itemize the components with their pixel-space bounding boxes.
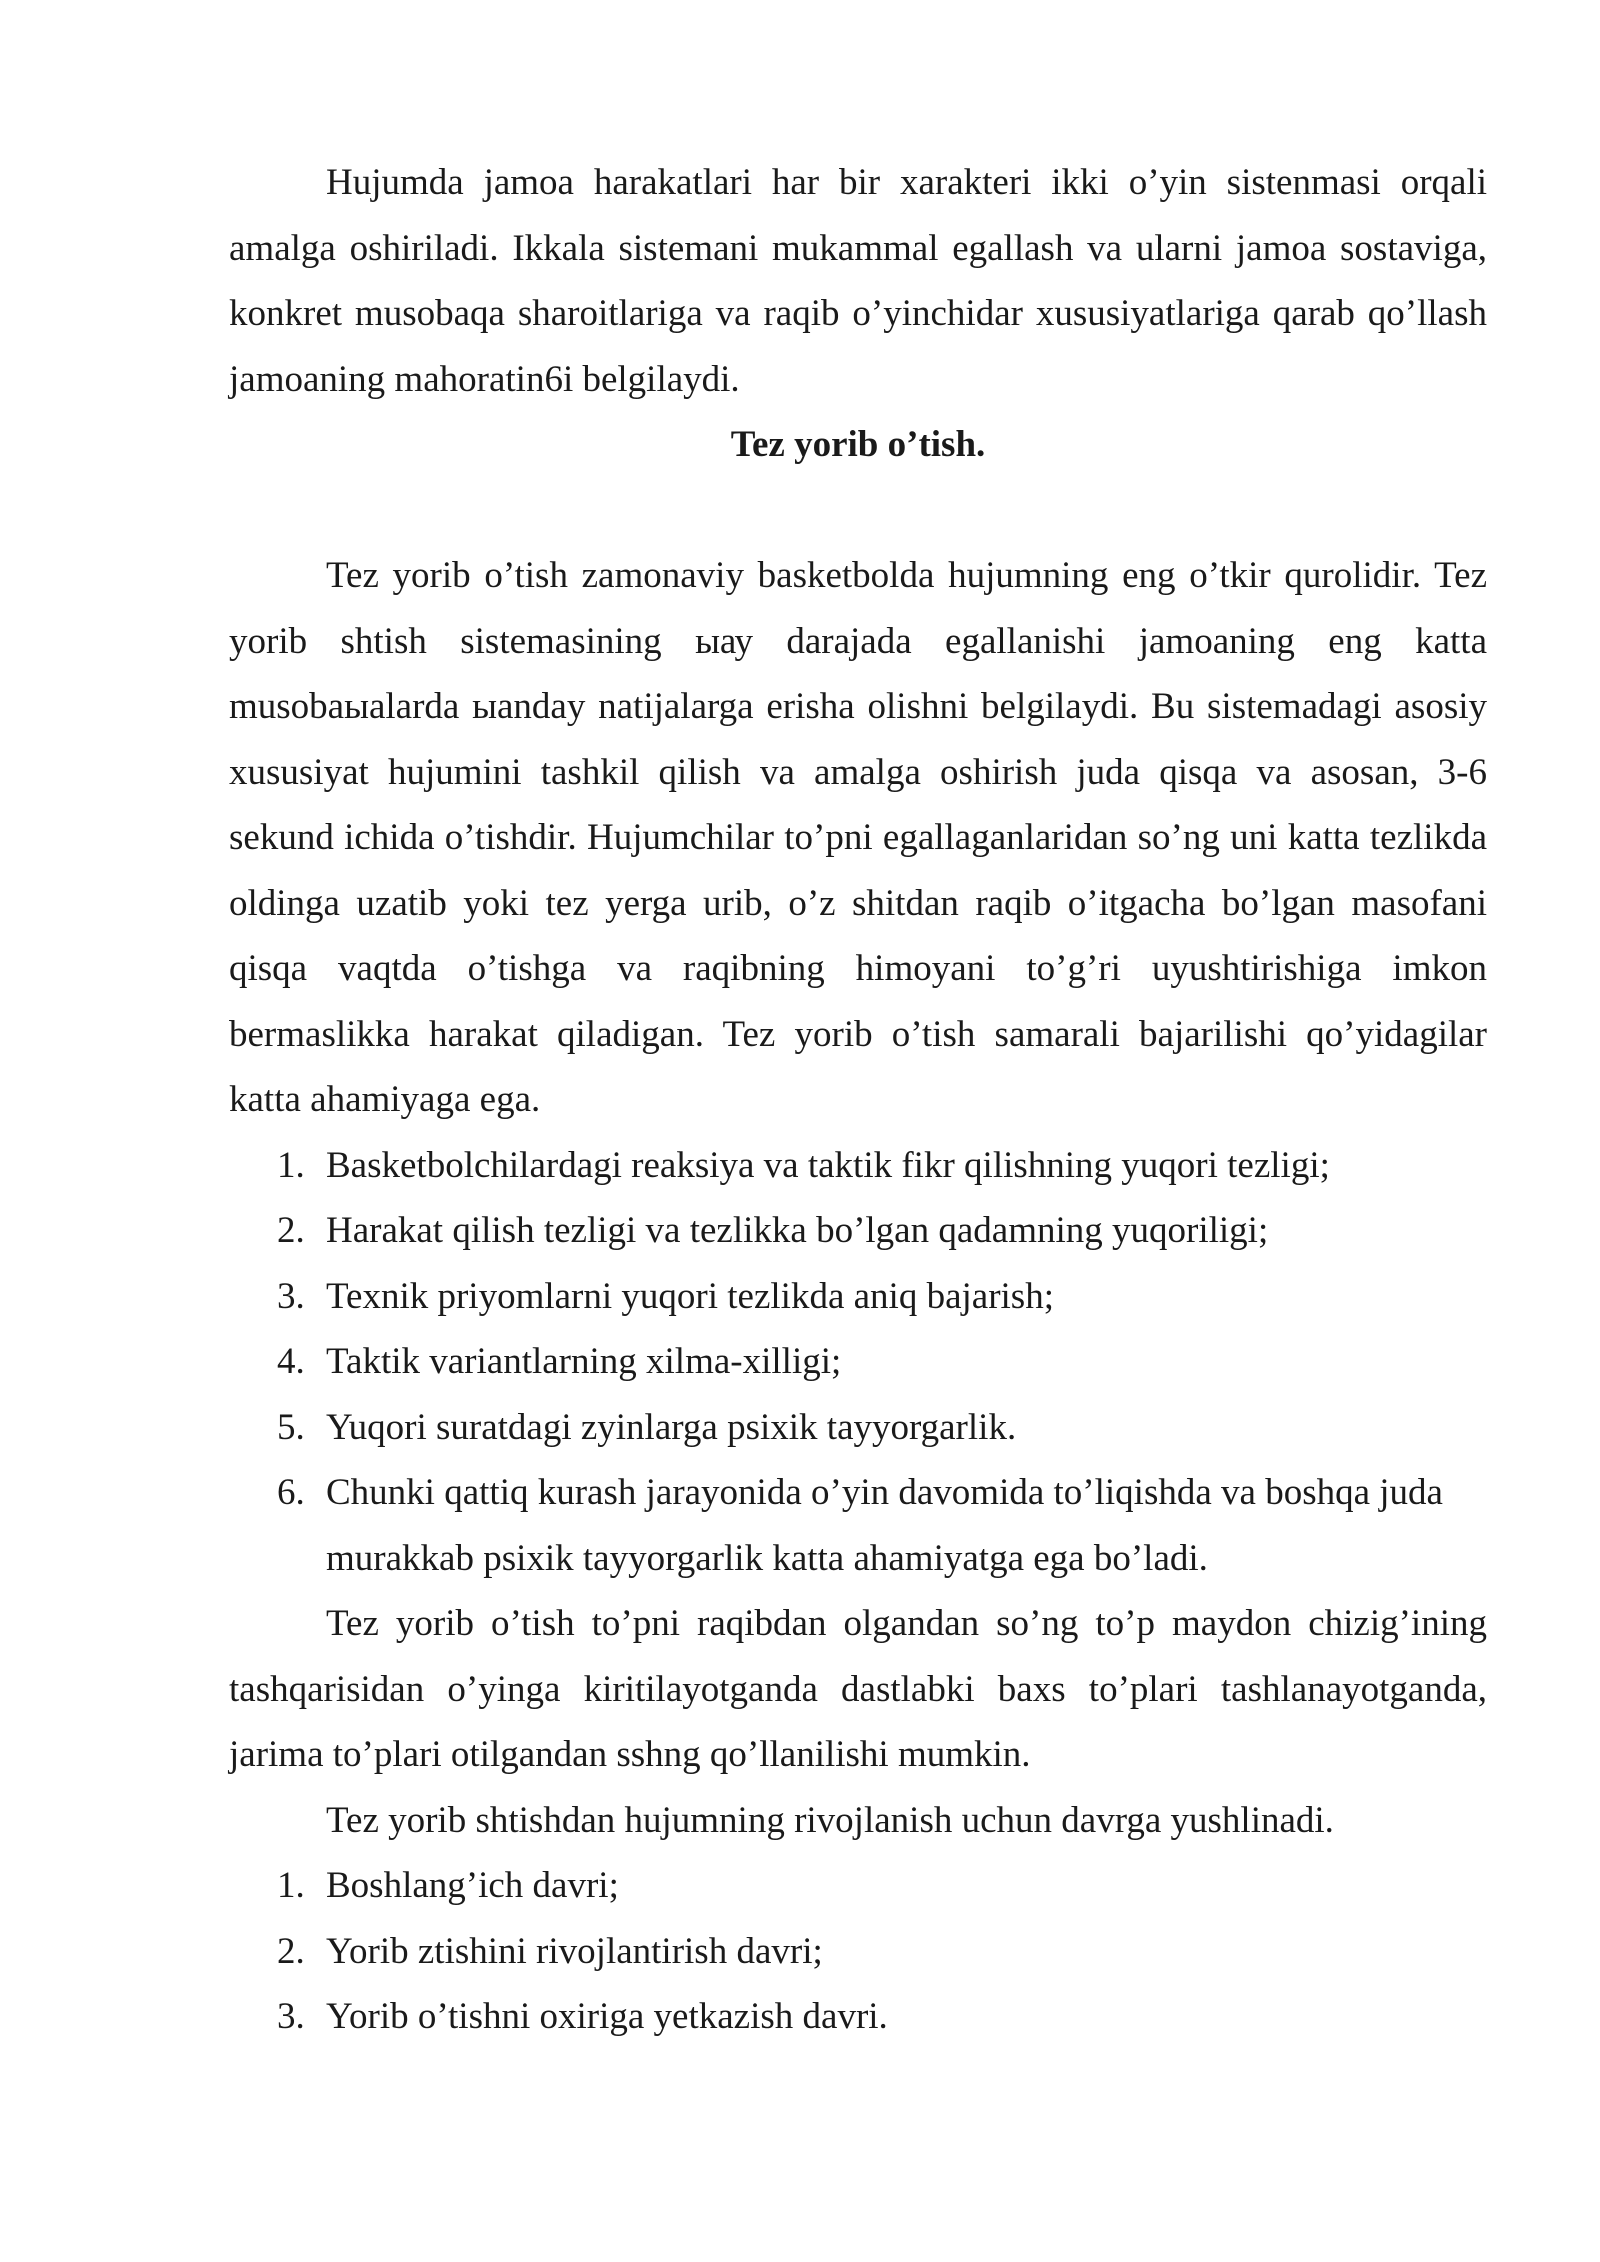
list-item xyxy=(229,1329,1487,1395)
list-item-text: Taktik variantlarning xilma-xilligi; xyxy=(326,1341,842,1382)
list-item-text: Yuqori suratdagi zyinlarga psixik tayyorgarlik. xyxy=(326,1406,1017,1448)
list-item-text: Basketbolchilardagi reaksiya va taktik fikr qilishning yuqori tezligi; xyxy=(326,1144,1330,1186)
list-item xyxy=(229,1264,1487,1330)
fast-break-paragraph: Tez yorib o’tish zamonaviy basketbolda hujumning eng o’tkir qurolidir. Tez yorib shtish sistemasining ыау darajada egallanishi jamoaning eng katta musobaыalarda ыanday natijalarga erisha olishni belgilaydi. Bu sistemadagi asosiy xususiyat hujumini tashkil qilish va amalga oshirish juda qisqa va asosan, 3-6 sekund ichida o’tishdir. Hujumchilar to’pni egallaganlaridan so’ng uni katta tezlikda oldinga uzatib yoki tez yerga urib, o’z shitdan raqib o’itgacha bo’lgan masofani qisqa vaqtda o’tishga va raqibning himoyani to’g’ri uyushtirishiga imkon bermaslikka harakat qiladigan. Tez yorib o’tish samarali bajarilishi qo’yidagilar katta ahamiyaga ega. xyxy=(229,555,1487,1120)
list-item-text: Chunki qattiq kurash jarayonida o’yin davomida to’liqishda va boshqa juda murakkab psixik tayyorgarlik katta ahamiyatga ega bo’ladi. xyxy=(326,1472,1443,1579)
list-item-text: Texnik priyomlarni yuqori tezlikda aniq bajarish; xyxy=(326,1275,1054,1317)
list-item-number: 6. xyxy=(277,1472,305,1513)
phases-list xyxy=(229,1853,1487,2050)
section-heading: Tez yorib o’tish. xyxy=(730,424,986,465)
requirements-list xyxy=(229,1133,1487,1592)
list-item xyxy=(229,1919,1487,1985)
list-item-number: 3. xyxy=(277,1275,305,1317)
list-item xyxy=(229,1984,1487,2050)
list-item-text: Yorib o’tishni oxiriga yetkazish davri. xyxy=(326,1996,888,2037)
list-item-number: 1. xyxy=(277,1144,305,1186)
blank-line xyxy=(229,478,1487,544)
document-page xyxy=(229,150,1487,2050)
list-item-text: Harakat qilish tezligi va tezlikka bo’lgan qadamning yuqoriligi; xyxy=(326,1210,1269,1251)
list-item-number: 2. xyxy=(277,1930,305,1972)
list-item-text: Yorib ztishini rivojlantirish davri; xyxy=(326,1930,823,1972)
list-item xyxy=(229,1133,1487,1199)
usage-paragraph: Tez yorib o’tish to’pni raqibdan olgandan so’ng to’p maydon chizig’ining tashqarisidan o’yinga kiritilayotganda dastlabki baxs to’plari tashlanayotganda, jarima to’plari otilgandan sshng qo’llanilishi mumkin. xyxy=(229,1603,1487,1775)
list-item-number: 1. xyxy=(277,1865,305,1906)
list-item-number: 3. xyxy=(277,1996,305,2037)
list-item-number: 4. xyxy=(277,1341,305,1382)
phases-intro-paragraph: Tez yorib shtishdan hujumning rivojlanish uchun davrga yushlinadi. xyxy=(326,1799,1334,1841)
list-item xyxy=(229,1198,1487,1264)
list-item xyxy=(229,1460,1487,1591)
intro-paragraph: Hujumda jamoa harakatlari har bir xarakteri ikki o’yin sistenmasi orqali amalga oshiriladi. Ikkala sistemani mukammal egallash va ularni jamoa sostaviga, konkret musobaqa sharoitlariga va raqib o’yinchidar xususiyatlariga qarab qo’llash jamoaning mahoratin6i belgilaydi. xyxy=(229,162,1487,400)
list-item xyxy=(229,1395,1487,1461)
list-item xyxy=(229,1853,1487,1919)
list-item-number: 5. xyxy=(277,1406,305,1448)
list-item-number: 2. xyxy=(277,1210,305,1251)
list-item-text: Boshlang’ich davri; xyxy=(326,1865,619,1906)
